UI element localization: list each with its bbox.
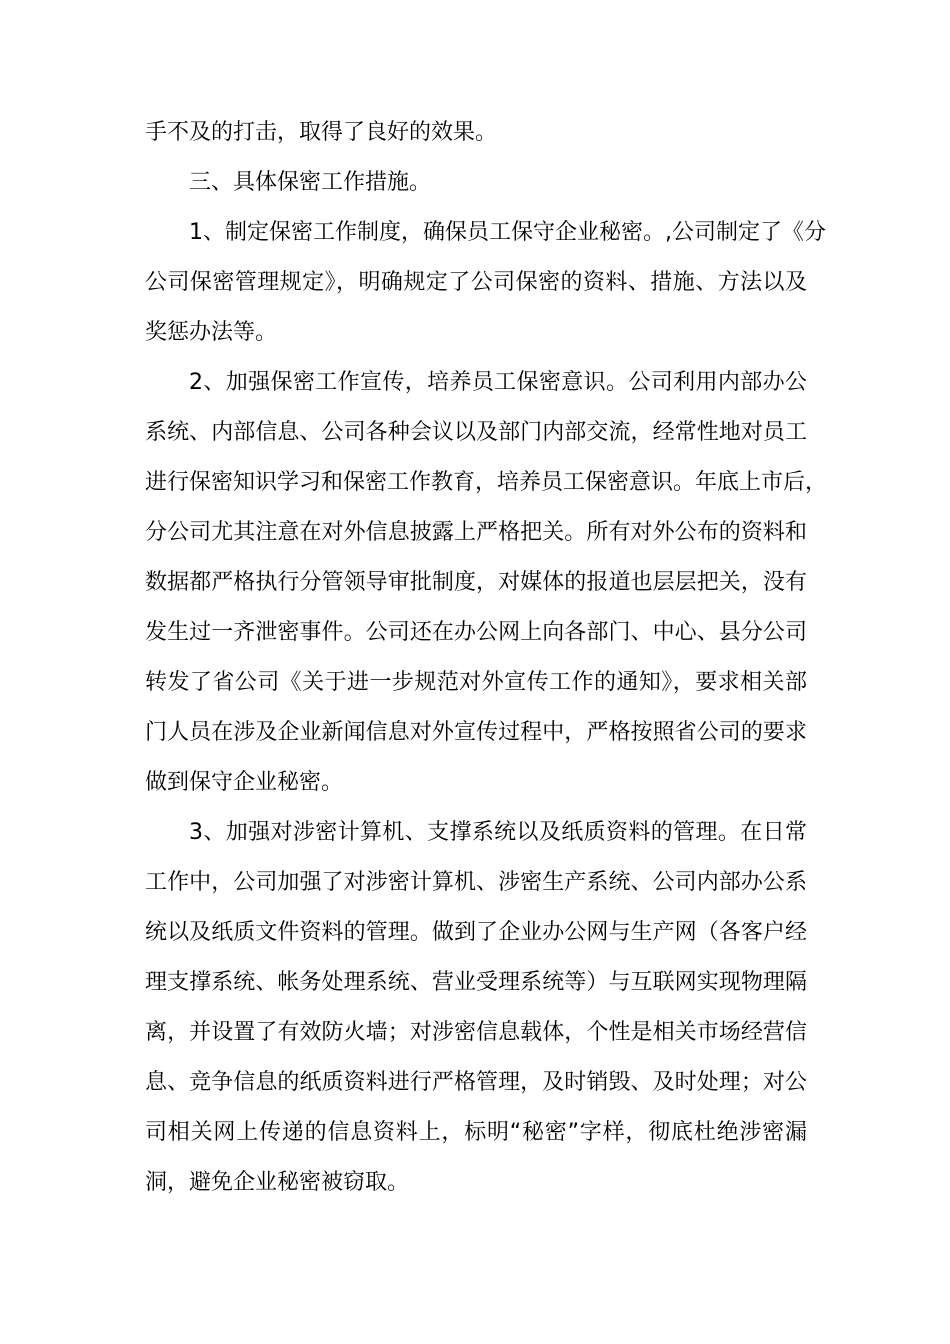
document-body bbox=[145, 108, 828, 1208]
text-line: 息、竞争信息的纸质资料进行严格管理，及时销毁、及时处理；对公 bbox=[145, 1070, 807, 1095]
text-line: 司相关网上传递的信息资料上，标明“秘密”字样，彻底杜绝涉密漏 bbox=[145, 1120, 807, 1145]
text-line: 奖惩办法等。 bbox=[145, 320, 278, 345]
text-line: 公司保密管理规定》，明确规定了公司保密的资料、措施、方法以及 bbox=[145, 270, 807, 295]
text-line: 门人员在涉及企业新闻信息对外宣传过程中，严格按照省公司的要求 bbox=[145, 720, 807, 745]
text-line: 做到保守企业秘密。 bbox=[145, 770, 344, 795]
text-line: 1、制定保密工作制度，确保员工保守企业秘密。,公司制定了《分 bbox=[189, 220, 826, 245]
text-line: 3、加强对涉密计算机、支撑系统以及纸质资料的管理。在日常 bbox=[189, 820, 807, 845]
text-line: 系统、内部信息、公司各种会议以及部门内部交流，经常性地对员工 bbox=[145, 420, 807, 445]
text-line: 分公司尤其注意在对外信息披露上严格把关。所有对外公布的资料和 bbox=[145, 520, 807, 545]
text-line: 统以及纸质文件资料的管理。做到了企业办公网与生产网（各客户经 bbox=[145, 920, 807, 945]
text-line: 进行保密知识学习和保密工作教育，培养员工保密意识。年底上市后， bbox=[145, 470, 828, 495]
text-line: 手不及的打击，取得了良好的效果。 bbox=[145, 120, 498, 145]
text-line: 洞，避免企业秘密被窃取。 bbox=[145, 1170, 410, 1195]
text-line: 发生过一齐泄密事件。公司还在办公网上向各部门、中心、县分公司 bbox=[145, 620, 807, 645]
text-line: 工作中，公司加强了对涉密计算机、涉密生产系统、公司内部办公系 bbox=[145, 870, 807, 895]
text-line: 转发了省公司《关于进一步规范对外宣传工作的通知》，要求相关部 bbox=[145, 670, 807, 695]
text-line: 数据都严格执行分管领导审批制度，对媒体的报道也层层把关，没有 bbox=[145, 570, 807, 595]
text-line: 离，并设置了有效防火墙；对涉密信息载体，个性是相关市场经营信 bbox=[145, 1020, 807, 1045]
text-line: 2、加强保密工作宣传，培养员工保密意识。公司利用内部办公 bbox=[189, 370, 807, 395]
text-line: 理支撑系统、帐务处理系统、营业受理系统等）与互联网实现物理隔 bbox=[145, 970, 807, 995]
section-heading: 三、具体保密工作措施。 bbox=[189, 170, 432, 195]
